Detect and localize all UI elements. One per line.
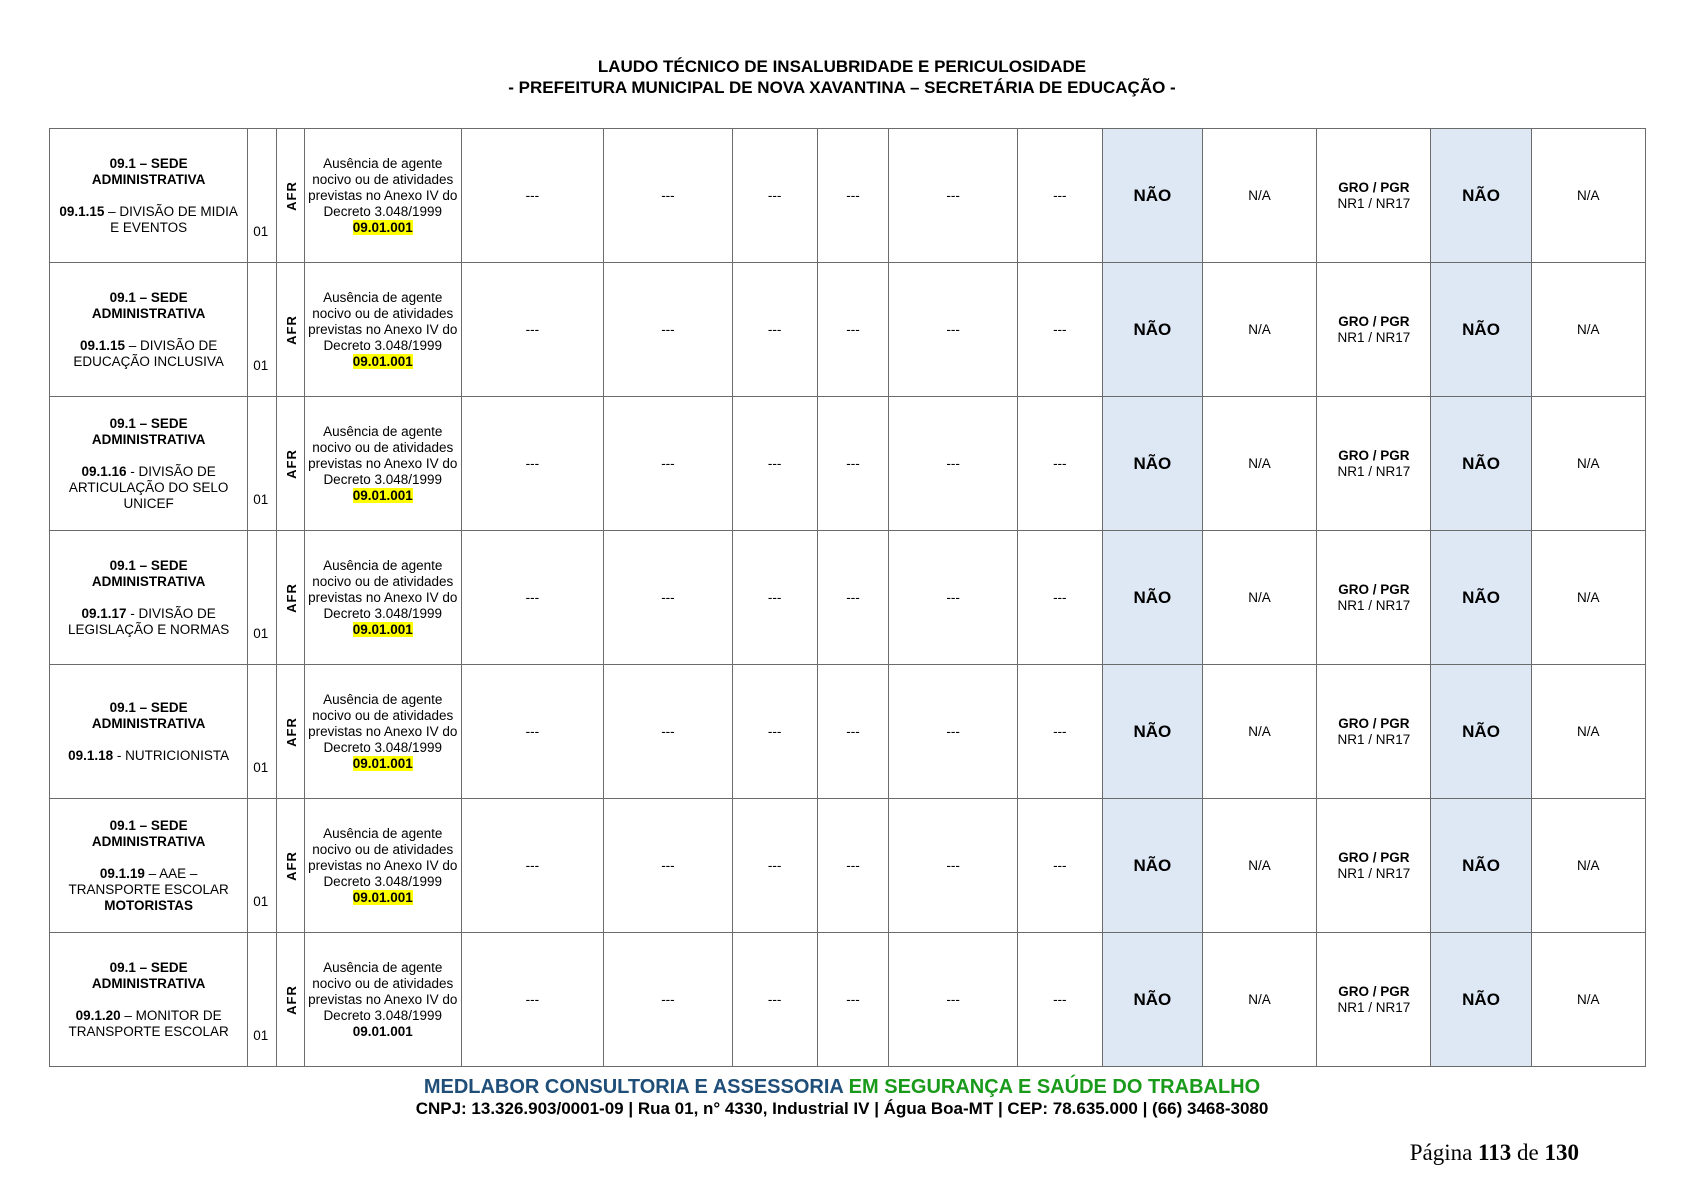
na-cell: N/A: [1531, 129, 1645, 263]
setor-code: 09.1.17: [81, 605, 127, 621]
afr-cell: [276, 933, 304, 1067]
dash-cell: ---: [604, 799, 732, 933]
gro-title: GRO / PGR: [1338, 581, 1410, 597]
gro-cell: [1317, 263, 1431, 397]
setor-cell: [50, 397, 248, 531]
insalubridade-nao-cell: NÃO: [1102, 665, 1202, 799]
dash-cell: ---: [817, 129, 889, 263]
dash-cell: ---: [1017, 933, 1102, 1067]
setor-cell: [50, 263, 248, 397]
dash-cell: ---: [889, 665, 1017, 799]
setor-separator: –: [124, 337, 140, 353]
setor-title: 09.1 – SEDE ADMINISTRATIVA: [91, 415, 206, 447]
gro-title: GRO / PGR: [1338, 983, 1410, 999]
setor-cell: [50, 933, 248, 1067]
setor-title: 09.1 – SEDE ADMINISTRATIVA: [91, 289, 206, 321]
periculosidade-nao-cell: NÃO: [1431, 129, 1531, 263]
na-cell: N/A: [1202, 531, 1316, 665]
dash-cell: ---: [817, 531, 889, 665]
gro-subtitle: NR1 / NR17: [1337, 865, 1411, 881]
gro-title: GRO / PGR: [1338, 447, 1410, 463]
dash-cell: ---: [889, 531, 1017, 665]
agent-code: 09.01.001: [352, 353, 413, 369]
na-cell: N/A: [1531, 397, 1645, 531]
agent-code: 09.01.001: [352, 487, 413, 503]
dash-cell: ---: [889, 129, 1017, 263]
afr-cell: [276, 397, 304, 531]
na-cell: N/A: [1202, 933, 1316, 1067]
dash-cell: ---: [604, 531, 732, 665]
insalubridade-nao-cell: NÃO: [1102, 129, 1202, 263]
setor-description: [54, 866, 243, 898]
agent-cell: [304, 531, 461, 665]
dash-cell: ---: [732, 129, 817, 263]
na-cell: N/A: [1202, 129, 1316, 263]
na-cell: N/A: [1202, 263, 1316, 397]
agent-description: Ausência de agente nocivo ou de atividades previstas no Anexo IV do Decreto 3.048/1999: [308, 557, 458, 621]
afr-cell: [276, 263, 304, 397]
agent-code: 09.01.001: [352, 219, 413, 235]
table-row: [50, 799, 1646, 933]
agent-description: Ausência de agente nocivo ou de atividades previstas no Anexo IV do Decreto 3.048/1999: [308, 691, 458, 755]
setor-name-bold: MOTORISTAS: [104, 897, 193, 913]
na-cell: N/A: [1531, 531, 1645, 665]
page-label: Página: [1409, 1140, 1473, 1165]
footer-address: CNPJ: 13.326.903/0001-09 | Rua 01, n° 4330, Industrial IV | Água Boa-MT | CEP: 78.635.000 | (66) 3468-3080: [415, 1099, 1269, 1118]
footer-company-blue: MEDLABOR CONSULTORIA E ASSESSORIA: [423, 1076, 844, 1098]
gro-subtitle: NR1 / NR17: [1337, 731, 1411, 747]
periculosidade-nao-cell: NÃO: [1431, 665, 1531, 799]
gro-subtitle: NR1 / NR17: [1337, 597, 1411, 613]
quantity-cell: 01: [248, 263, 276, 397]
setor-separator: -: [126, 463, 139, 479]
agent-code: 09.01.001: [352, 621, 413, 637]
table-row: [50, 933, 1646, 1067]
dash-cell: ---: [1017, 531, 1102, 665]
afr-label: AFR: [283, 582, 299, 613]
gro-subtitle: NR1 / NR17: [1337, 195, 1411, 211]
setor-description: [54, 1008, 243, 1040]
gro-subtitle: NR1 / NR17: [1337, 999, 1411, 1015]
periculosidade-nao-cell: NÃO: [1431, 397, 1531, 531]
dash-cell: ---: [461, 933, 604, 1067]
agent-cell: [304, 933, 461, 1067]
setor-name: DIVISÃO DE LEGISLAÇÃO E NORMAS: [67, 605, 230, 637]
gro-title: GRO / PGR: [1338, 179, 1410, 195]
gro-cell: [1317, 933, 1431, 1067]
dash-cell: ---: [604, 397, 732, 531]
insalubridade-nao-cell: NÃO: [1102, 263, 1202, 397]
setor-code: 09.1.15: [79, 337, 125, 353]
agent-cell: [304, 799, 461, 933]
setor-cell: [50, 665, 248, 799]
gro-cell: [1317, 665, 1431, 799]
dash-cell: ---: [889, 933, 1017, 1067]
table-row: [50, 531, 1646, 665]
setor-description: [54, 606, 243, 638]
setor-title: 09.1 – SEDE ADMINISTRATIVA: [91, 817, 206, 849]
risk-table-body: [50, 129, 1646, 1067]
periculosidade-nao-cell: NÃO: [1431, 263, 1531, 397]
dash-cell: ---: [732, 531, 817, 665]
setor-name: DIVISÃO DE EDUCAÇÃO INCLUSIVA: [73, 337, 224, 369]
afr-cell: [276, 665, 304, 799]
dash-cell: ---: [817, 665, 889, 799]
setor-title: 09.1 – SEDE ADMINISTRATIVA: [91, 155, 206, 187]
na-cell: N/A: [1531, 665, 1645, 799]
setor-title: 09.1 – SEDE ADMINISTRATIVA: [91, 699, 206, 731]
afr-label: AFR: [283, 850, 299, 881]
page-current: 113: [1478, 1140, 1512, 1165]
dash-cell: ---: [604, 933, 732, 1067]
setor-description: [54, 338, 243, 370]
dash-cell: ---: [889, 397, 1017, 531]
afr-label: AFR: [283, 314, 299, 345]
agent-description: Ausência de agente nocivo ou de atividades previstas no Anexo IV do Decreto 3.048/1999: [308, 825, 458, 889]
quantity-cell: 01: [248, 397, 276, 531]
setor-separator: –: [144, 865, 160, 881]
dash-cell: ---: [604, 665, 732, 799]
setor-code: 09.1.15: [59, 203, 105, 219]
dash-cell: ---: [732, 263, 817, 397]
dash-cell: ---: [461, 665, 604, 799]
setor-name: DIVISÃO DE MIDIA E EVENTOS: [110, 203, 238, 235]
dash-cell: ---: [1017, 397, 1102, 531]
na-cell: N/A: [1202, 665, 1316, 799]
gro-title: GRO / PGR: [1338, 313, 1410, 329]
periculosidade-nao-cell: NÃO: [1431, 799, 1531, 933]
gro-cell: [1317, 799, 1431, 933]
agent-description: Ausência de agente nocivo ou de atividades previstas no Anexo IV do Decreto 3.048/1999: [308, 155, 458, 219]
agent-cell: [304, 263, 461, 397]
insalubridade-nao-cell: NÃO: [1102, 799, 1202, 933]
dash-cell: ---: [1017, 799, 1102, 933]
quantity-cell: 01: [248, 531, 276, 665]
dash-cell: ---: [461, 799, 604, 933]
na-cell: N/A: [1531, 799, 1645, 933]
dash-cell: ---: [817, 799, 889, 933]
agent-cell: [304, 665, 461, 799]
table-row: [50, 129, 1646, 263]
gro-title: GRO / PGR: [1338, 715, 1410, 731]
dash-cell: ---: [817, 397, 889, 531]
quantity-cell: 01: [248, 933, 276, 1067]
header-subtitle: - PREFEITURA MUNICIPAL DE NOVA XAVANTINA – SECRETÁRIA DE EDUCAÇÃO -: [508, 78, 1176, 97]
afr-cell: [276, 531, 304, 665]
setor-name: DIVISÃO DE ARTICULAÇÃO DO SELO UNICEF: [68, 463, 229, 511]
dash-cell: ---: [604, 263, 732, 397]
agent-description: Ausência de agente nocivo ou de atividades previstas no Anexo IV do Decreto 3.048/1999: [308, 423, 458, 487]
periculosidade-nao-cell: NÃO: [1431, 933, 1531, 1067]
afr-label: AFR: [283, 180, 299, 211]
na-cell: N/A: [1202, 397, 1316, 531]
setor-description: [54, 204, 243, 236]
agent-code: 09.01.001: [352, 1023, 413, 1039]
agent-code: 09.01.001: [352, 755, 413, 771]
gro-cell: [1317, 397, 1431, 531]
dash-cell: ---: [732, 933, 817, 1067]
na-cell: N/A: [1531, 933, 1645, 1067]
agent-cell: [304, 397, 461, 531]
agent-description: Ausência de agente nocivo ou de atividades previstas no Anexo IV do Decreto 3.048/1999: [308, 289, 458, 353]
quantity-cell: 01: [248, 799, 276, 933]
agent-description: Ausência de agente nocivo ou de atividades previstas no Anexo IV do Decreto 3.048/1999: [308, 959, 458, 1023]
setor-code: 09.1.18: [68, 747, 114, 763]
header-title: LAUDO TÉCNICO DE INSALUBRIDADE E PERICULOSIDADE: [597, 57, 1087, 76]
afr-cell: [276, 799, 304, 933]
dash-cell: ---: [461, 129, 604, 263]
dash-cell: ---: [889, 799, 1017, 933]
page-number: [1410, 1140, 1579, 1166]
setor-title: 09.1 – SEDE ADMINISTRATIVA: [91, 557, 206, 589]
dash-cell: ---: [732, 799, 817, 933]
setor-separator: –: [120, 1007, 136, 1023]
gro-cell: [1317, 129, 1431, 263]
dash-cell: ---: [817, 933, 889, 1067]
insalubridade-nao-cell: NÃO: [1102, 397, 1202, 531]
setor-cell: [50, 531, 248, 665]
dash-cell: ---: [461, 263, 604, 397]
setor-separator: –: [104, 203, 120, 219]
page-total: 130: [1544, 1140, 1579, 1165]
setor-name: MONITOR DE TRANSPORTE ESCOLAR: [68, 1007, 229, 1039]
dash-cell: ---: [1017, 665, 1102, 799]
afr-label: AFR: [283, 716, 299, 747]
afr-cell: [276, 129, 304, 263]
setor-cell: [50, 129, 248, 263]
setor-description: [54, 464, 243, 512]
table-row: [50, 263, 1646, 397]
dash-cell: ---: [461, 397, 604, 531]
setor-name: NUTRICIONISTA: [125, 747, 230, 763]
dash-cell: ---: [1017, 129, 1102, 263]
gro-cell: [1317, 531, 1431, 665]
setor-code: 09.1.19: [99, 865, 145, 881]
page-of: de: [1517, 1140, 1539, 1165]
dash-cell: ---: [889, 263, 1017, 397]
afr-label: AFR: [283, 448, 299, 479]
dash-cell: ---: [732, 397, 817, 531]
gro-title: GRO / PGR: [1338, 849, 1410, 865]
setor-cell: [50, 799, 248, 933]
table-row: [50, 665, 1646, 799]
agent-code: 09.01.001: [352, 889, 413, 905]
setor-description: [54, 748, 243, 764]
insalubridade-nao-cell: NÃO: [1102, 933, 1202, 1067]
footer-company: [0, 1076, 1684, 1099]
afr-label: AFR: [283, 984, 299, 1015]
gro-subtitle: NR1 / NR17: [1337, 329, 1411, 345]
dash-cell: ---: [732, 665, 817, 799]
dash-cell: ---: [461, 531, 604, 665]
setor-name: AAE – TRANSPORTE ESCOLAR: [68, 865, 229, 897]
document-header: [0, 56, 1684, 98]
setor-separator: -: [113, 747, 126, 763]
quantity-cell: 01: [248, 665, 276, 799]
na-cell: N/A: [1531, 263, 1645, 397]
na-cell: N/A: [1202, 799, 1316, 933]
periculosidade-nao-cell: NÃO: [1431, 531, 1531, 665]
quantity-cell: 01: [248, 129, 276, 263]
setor-code: 09.1.16: [81, 463, 127, 479]
setor-separator: -: [126, 605, 139, 621]
setor-code: 09.1.20: [75, 1007, 121, 1023]
dash-cell: ---: [604, 129, 732, 263]
agent-cell: [304, 129, 461, 263]
dash-cell: ---: [817, 263, 889, 397]
table-row: [50, 397, 1646, 531]
gro-subtitle: NR1 / NR17: [1337, 463, 1411, 479]
footer-company-green: EM SEGURANÇA E SAÚDE DO TRABALHO: [848, 1076, 1261, 1098]
risk-table: [49, 128, 1646, 1067]
setor-title: 09.1 – SEDE ADMINISTRATIVA: [91, 959, 206, 991]
dash-cell: ---: [1017, 263, 1102, 397]
insalubridade-nao-cell: NÃO: [1102, 531, 1202, 665]
